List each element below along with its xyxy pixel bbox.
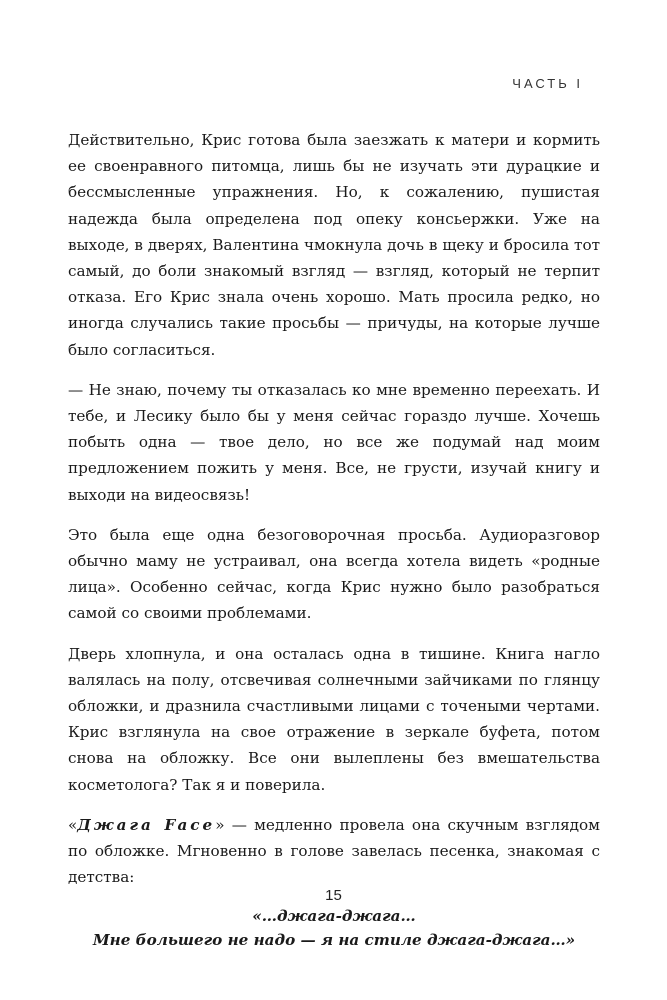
paragraph: Это была еще одна безоговорочная просьба. Аудиоразговор обычно маму не устраивал, она всегда хотела видеть «родные лица». Особенно сейчас, когда Крис нужно было разобраться самой со своими проблемами. bbox=[68, 525, 600, 623]
quote-open: « bbox=[68, 815, 78, 834]
paragraph: Дверь хлопнула, и она осталась одна в тишине. Книга нагло валялась на полу, отсвечивая солнечными зайчиками по глянцу обложки, и дразнила счастливыми лицами с точеными чертами. Крис взглянула на свое отражение в зеркале буфета, потом снова на обложку. Все они вылеплены без вмешательства косметолога? Так я и поверила. bbox=[68, 644, 600, 794]
song-verse bbox=[68, 904, 600, 952]
quote-close: » bbox=[215, 815, 225, 834]
book-title: Джага Face bbox=[77, 815, 216, 834]
verse-line: «…джага-джага… bbox=[252, 907, 416, 926]
page-number: 15 bbox=[325, 887, 342, 904]
paragraph-rest: — медленно провела она скучным взглядом по обложке. Мгновенно в голове завелась песенка, знакомая с детства: bbox=[68, 815, 600, 887]
body-text bbox=[68, 127, 600, 952]
paragraph: Действительно, Крис готова была заезжать к матери и кормить ее своенравного питомца, лишь бы не изучать эти дурацкие и бессмысленные упражнения. Но, к сожалению, пушистая надежда была определена под опеку консьержки. Уже на выходе, в дверях, Валентина чмокнула дочь в щеку и бросила тот самый, до боли знакомый взгляд — взгляд, который не терпит отказа. Его Крис знала очень хорошо. Мать просила редко, но иногда случались такие просьбы — причуды, на которые лучше было согласиться. bbox=[68, 131, 600, 359]
paragraph-song-intro bbox=[68, 812, 600, 891]
paragraph: — Не знаю, почему ты отказалась ко мне временно переехать. И тебе, и Лесику было бы у меня сейчас гораздо лучше. Хочешь побыть одна — твое дело, но все же подумай над моим предложением пожить у меня. Все, не грусти, изучай книгу и выходи на видеосвязь! bbox=[68, 380, 600, 504]
running-head: ЧАСТЬ I bbox=[512, 76, 583, 91]
verse-line: Мне большего не надо — я на стиле джага-джага…» bbox=[92, 931, 576, 950]
